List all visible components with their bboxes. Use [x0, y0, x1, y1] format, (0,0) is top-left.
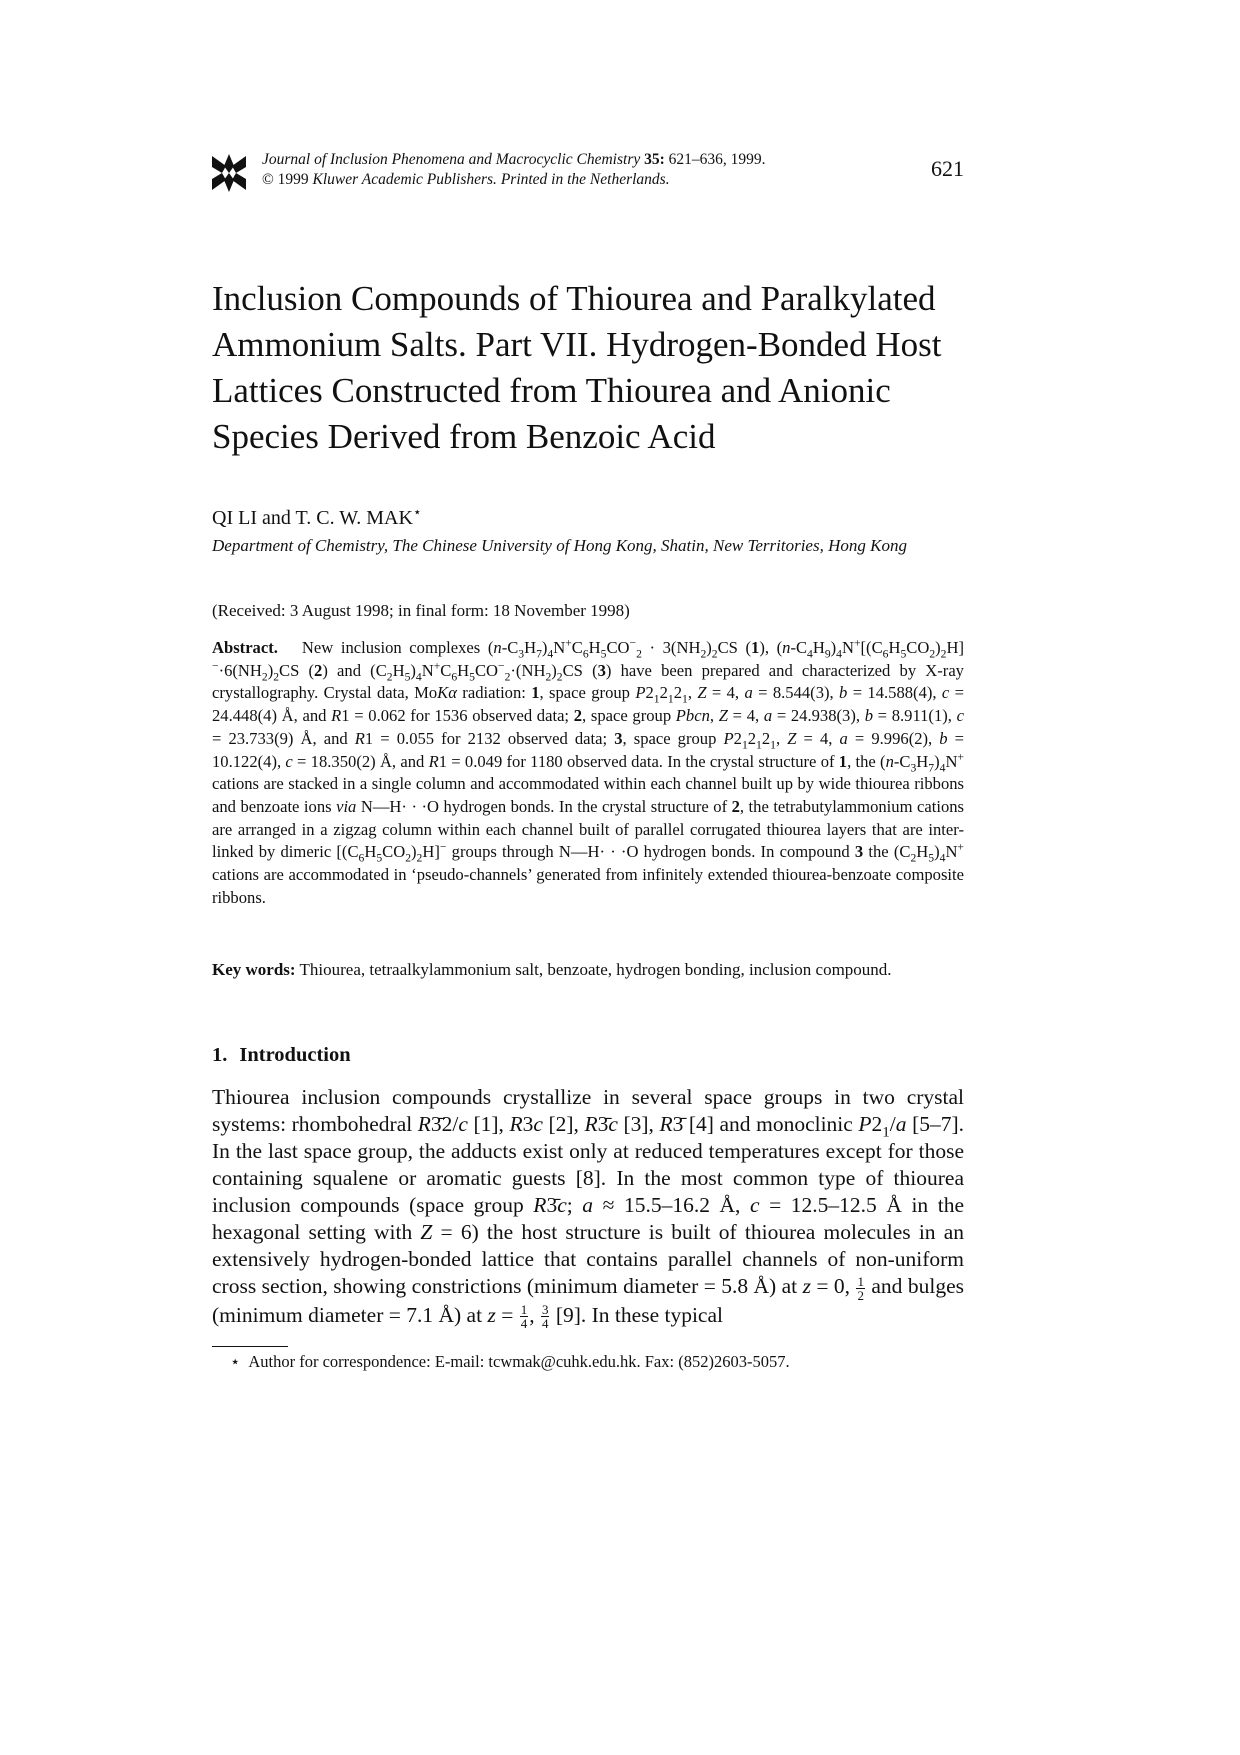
- text-run: groups through N—H· · ·O hydrogen bonds. In compound: [446, 842, 855, 862]
- text-run: 2/: [441, 1112, 459, 1136]
- text-run: CS (: [279, 660, 315, 680]
- text-run: 1: [882, 1124, 890, 1141]
- text-run: 4: [836, 647, 842, 661]
- text-run: H]: [946, 638, 964, 657]
- printed-location: Printed in the Netherlands.: [500, 171, 670, 188]
- text-run: N: [421, 660, 434, 680]
- text-run: ,: [709, 706, 719, 726]
- text-run: ): [267, 660, 274, 680]
- text-run: 9: [824, 647, 831, 661]
- text-run: c: [941, 683, 950, 703]
- text-run: 2: [386, 670, 393, 684]
- received-dates: (Received: 3 August 1998; in final form: 18 November 1998): [212, 601, 630, 620]
- text-run: 5: [404, 670, 411, 684]
- text-run: N: [841, 638, 854, 657]
- text-run: K: [437, 683, 449, 703]
- text-run: radiation:: [456, 683, 532, 703]
- text-run: 3: [854, 842, 864, 862]
- text-run: Z: [697, 683, 707, 703]
- text-run: Z: [420, 1220, 433, 1244]
- text-run: C: [440, 660, 452, 680]
- text-run: N: [945, 842, 958, 862]
- text-run: R: [584, 1112, 598, 1136]
- text-run: a: [744, 683, 753, 703]
- text-run: H: [588, 638, 601, 657]
- paper-title: Inclusion Compounds of Thiourea and Paralkylated Ammonium Salts. Part VII. Hydrogen-Bonded Host Lattices Constructed from Thiourea and Anionic Species Derived from Benzoic Acid: [212, 279, 942, 456]
- text-run: ,: [529, 1302, 540, 1327]
- text-run: Thiourea inclusion compounds crystallize in several space groups in two crystal systems: rhombohedral: [212, 1085, 964, 1136]
- text-run: ) and (C: [322, 660, 387, 680]
- text-run: R: [354, 728, 365, 748]
- text-run: b: [864, 706, 873, 726]
- text-run: n: [782, 638, 791, 657]
- text-run: = 0,: [810, 1274, 856, 1298]
- text-run: +: [853, 636, 861, 650]
- text-run: 2: [910, 851, 917, 865]
- text-run: 3: [518, 647, 525, 661]
- text-run: =: [495, 1302, 519, 1327]
- text-run: [4] and monoclinic: [683, 1112, 859, 1136]
- text-run: 4: [415, 670, 422, 684]
- text-run: cations are stacked in a single column and accommodated within each channel built up by wide thiourea ribbons and benzoate ions: [212, 774, 964, 816]
- text-run: ,: [687, 683, 698, 703]
- text-run: 3̄: [430, 1112, 442, 1136]
- text-run: ): [934, 751, 940, 771]
- text-run: 2: [636, 647, 642, 661]
- text-run: 5: [469, 670, 475, 684]
- text-run: = 4,: [706, 683, 745, 703]
- text-run: 4: [520, 1316, 528, 1332]
- text-run: H: [457, 660, 470, 680]
- text-run: [9]. In these typical: [550, 1302, 723, 1327]
- text-run: 2: [645, 683, 654, 703]
- text-run: −: [439, 840, 447, 854]
- text-run: N: [553, 638, 566, 657]
- text-run: a: [582, 1193, 594, 1217]
- text-run: = 8.911(1),: [872, 706, 957, 726]
- text-run: c: [458, 1112, 468, 1136]
- text-run: +: [957, 840, 964, 854]
- text-run: 2: [871, 1112, 883, 1136]
- section-number: 1.: [212, 1044, 228, 1066]
- author-affiliation: Department of Chemistry, The Chinese University of Hong Kong, Shatin, New Territories, Hong Kong: [212, 536, 907, 555]
- text-run: 1: [741, 738, 748, 752]
- text-run: 2: [940, 647, 947, 661]
- copyright-year: 1999: [277, 171, 309, 188]
- text-run: ): [706, 638, 712, 657]
- text-run: +: [433, 659, 441, 673]
- copyright-symbol: ©: [262, 171, 274, 188]
- text-run: [5–7]. In the last space group, the adducts exist only at reduced temperatures except for those containing squalene or aromatic guests [8]. In the most common type of thiourea inclusion compounds (space group: [212, 1112, 965, 1217]
- text-run: CO: [382, 842, 406, 862]
- text-run: = 6) the host structure is built of thiourea molecules in an extensively hydrogen-bonded lattice that contains parallel channels of non-uniform cross section, showing constrictions (minimum diameter = 5.8 Å) at: [212, 1220, 965, 1298]
- footnote: [230, 1352, 790, 1372]
- text-run: 2: [416, 851, 423, 865]
- text-run: 2: [261, 670, 268, 684]
- text-run: = 23.733(9) Å, and: [212, 728, 355, 748]
- text-run: = 14.588(4),: [847, 683, 942, 703]
- text-run: 1 = 0.049 for 1180 observed data. In the crystal structure of: [438, 751, 839, 771]
- text-run: 3: [522, 1112, 534, 1136]
- text-run: -C: [790, 638, 808, 657]
- text-run: R: [509, 1112, 523, 1136]
- text-run: CS (: [562, 660, 598, 680]
- text-run: ): [410, 660, 416, 680]
- text-run: and bulges (minimum diameter = 7.1 Å) at: [212, 1274, 964, 1327]
- abstract-label: Abstract.: [212, 638, 278, 657]
- compound-3-ref: 3: [597, 660, 606, 680]
- text-run: 5: [600, 647, 607, 661]
- text-run: 2: [857, 1287, 864, 1303]
- abstract: [212, 637, 964, 909]
- text-run: ): [411, 842, 417, 862]
- text-run: N: [945, 751, 958, 771]
- text-run: /: [889, 1112, 896, 1136]
- text-run: 4: [541, 1316, 549, 1332]
- text-run: 4: [939, 851, 946, 865]
- footnote-text: Author for correspondence: E-mail: tcwmak@cuhk.edu.hk. Fax: (852)2603-5057.: [248, 1352, 790, 1371]
- text-run: c: [608, 1112, 618, 1136]
- journal-name: Journal of Inclusion Phenomena and Macrocyclic Chemistry: [262, 151, 641, 168]
- journal-header: [212, 150, 964, 194]
- section-title: Introduction: [239, 1044, 351, 1066]
- text-run: 3̄: [597, 1112, 609, 1136]
- text-run: New inclusion complexes (: [301, 638, 494, 657]
- text-run: 1 = 0.055 for 2132 observed data;: [364, 728, 615, 748]
- text-run: 3: [614, 728, 623, 748]
- text-run: 2: [556, 670, 563, 684]
- text-run: -C: [501, 638, 519, 657]
- text-run: 3: [541, 1302, 549, 1318]
- compound-2-ref: 2: [314, 660, 323, 680]
- text-run: P: [858, 1112, 872, 1136]
- text-run: 3̄: [672, 1112, 684, 1136]
- text-run: 2: [700, 647, 707, 661]
- text-run: [(C: [860, 638, 883, 657]
- text-run: −: [498, 659, 505, 673]
- text-run: c: [533, 1112, 543, 1136]
- text-run: 7: [928, 760, 935, 774]
- text-run: 2: [659, 683, 668, 703]
- text-run: n: [885, 751, 894, 771]
- text-run: P: [635, 683, 646, 703]
- section-heading: [212, 1044, 351, 1067]
- text-run: N—H· · ·O hydrogen bonds. In the crystal structure of: [356, 796, 732, 816]
- text-run: 7: [536, 647, 542, 661]
- text-run: 6: [358, 851, 365, 865]
- text-run: = 9.996(2),: [847, 728, 940, 748]
- text-run: 1: [667, 692, 674, 706]
- text-run: 2: [747, 728, 757, 748]
- text-run: ): [541, 638, 548, 657]
- text-run: 2: [405, 851, 412, 865]
- text-run: ): [934, 842, 940, 862]
- text-run: H: [524, 638, 537, 657]
- text-run: c: [285, 751, 293, 771]
- text-run: [1],: [467, 1112, 510, 1136]
- text-run: z: [487, 1302, 496, 1327]
- text-run: 3̄: [546, 1193, 558, 1217]
- text-run: ;: [566, 1193, 583, 1217]
- text-run: Pbcn: [675, 706, 710, 726]
- text-run: R: [428, 751, 439, 771]
- journal-pages-year: 621–636, 1999.: [668, 151, 766, 168]
- text-run: = 12.5–12.5 Å in the hexagonal setting with: [212, 1193, 965, 1244]
- compound-1-ref: 1: [751, 638, 760, 657]
- text-run: Z: [787, 728, 797, 748]
- text-run: Z: [718, 706, 728, 726]
- text-run: cations are accommodated in ‘pseudo-channels’ generated from infinitely extended thiourea-benzoate composite ribbons.: [212, 865, 964, 907]
- text-run: c: [557, 1193, 567, 1217]
- text-run: ,: [775, 728, 788, 748]
- text-run: 1: [653, 692, 660, 706]
- footnote-divider: [212, 1346, 288, 1347]
- text-run: 1 = 0.062 for 1536 observed data;: [341, 706, 574, 726]
- text-run: +: [957, 749, 964, 763]
- text-run: a: [839, 728, 848, 748]
- text-run: 6: [582, 647, 589, 661]
- text-run: 6: [451, 670, 458, 684]
- text-run: 1: [682, 692, 688, 706]
- text-run: 5: [900, 647, 907, 661]
- text-run: 2: [761, 728, 771, 748]
- text-run: ·(NH: [510, 660, 546, 680]
- text-run: H: [916, 751, 929, 771]
- text-run: -C: [893, 751, 911, 771]
- text-run: 4: [547, 647, 554, 661]
- text-run: the (C: [863, 842, 911, 862]
- text-run: P: [723, 728, 734, 748]
- text-run: , the (: [847, 751, 886, 771]
- text-run: H: [812, 638, 825, 657]
- text-run: 4: [939, 760, 946, 774]
- text-run: ), (: [759, 638, 783, 657]
- text-run: 1: [531, 683, 540, 703]
- keywords-text: Thiourea, tetraalkylammonium salt, benzoate, hydrogen bonding, inclusion compound.: [299, 960, 892, 979]
- text-run: 2: [673, 683, 682, 703]
- text-run: CO: [474, 660, 499, 680]
- text-run: , the tetrabutylammonium cations are arranged in a zigzag column within each channel built of parallel corrugated thiourea layers that are inter-linked by dimeric [(C: [212, 796, 964, 862]
- text-run: ): [935, 638, 941, 657]
- page-number: 621: [931, 156, 964, 181]
- text-run: = 4,: [727, 706, 764, 726]
- text-run: R: [659, 1112, 673, 1136]
- text-run: = 10.122(4),: [212, 728, 965, 771]
- text-run: 2: [504, 670, 511, 684]
- text-run: [2],: [542, 1112, 585, 1136]
- text-run: a: [763, 706, 773, 726]
- text-run: b: [839, 683, 848, 703]
- text-run: = 24.938(3),: [772, 706, 865, 726]
- keywords-label: Key words:: [212, 960, 296, 979]
- text-run: [3],: [617, 1112, 660, 1136]
- text-run: 2: [273, 670, 280, 684]
- text-run: 2: [731, 796, 740, 816]
- text-run: , space group: [622, 728, 724, 748]
- introduction-paragraph: [212, 1084, 964, 1330]
- text-run: 2: [573, 706, 583, 726]
- author-line: [212, 507, 422, 530]
- text-run: 1: [756, 738, 762, 752]
- text-run: = 24.448(4) Å, and: [212, 683, 964, 726]
- text-run: −: [212, 659, 219, 673]
- fraction-one-quarter: [520, 1303, 529, 1330]
- text-run: 5: [376, 851, 383, 865]
- author-footnote-mark: ⋆: [412, 505, 422, 521]
- text-run: = 8.544(3),: [752, 683, 840, 703]
- text-run: ): [551, 660, 557, 680]
- text-run: ·6(NH: [218, 660, 262, 680]
- text-run: 1: [857, 1273, 864, 1289]
- footnote-mark: ⋆: [230, 1352, 241, 1371]
- text-run: 4: [807, 647, 813, 661]
- text-run: , space group: [539, 683, 636, 703]
- text-run: 1: [770, 738, 776, 752]
- text-run: via: [336, 796, 357, 816]
- text-run: CS (: [717, 638, 752, 657]
- text-run: 2: [711, 647, 718, 661]
- text-run: H: [888, 638, 901, 657]
- text-run: 2: [929, 647, 936, 661]
- keywords: [212, 960, 964, 980]
- text-run: +: [565, 636, 572, 650]
- text-run: = 18.350(2) Å, and: [292, 751, 429, 771]
- journal-citation: [262, 150, 766, 190]
- text-run: ≈ 15.5–16.2 Å,: [593, 1193, 750, 1217]
- text-run: CO: [606, 638, 630, 657]
- text-run: 1: [838, 751, 848, 771]
- kluwer-publisher-logo-icon: [212, 154, 246, 192]
- text-run: H]: [422, 842, 440, 862]
- fraction-three-quarters: [541, 1303, 550, 1330]
- text-run: R: [417, 1112, 431, 1136]
- text-run: c: [956, 706, 964, 726]
- text-run: ) have been prepared and characterized by X-ray crystallography. Crystal data, Mo: [212, 660, 964, 703]
- text-run: α: [448, 683, 457, 703]
- text-run: = 4,: [796, 728, 840, 748]
- text-run: H: [364, 842, 377, 862]
- text-run: 6: [882, 647, 889, 661]
- text-run: z: [802, 1274, 811, 1298]
- text-run: CO: [906, 638, 930, 657]
- text-run: H: [916, 842, 929, 862]
- text-run: a: [895, 1112, 907, 1136]
- text-run: 2: [733, 728, 742, 748]
- publisher-name: Kluwer Academic Publishers.: [312, 171, 497, 188]
- author-names: QI LI and T. C. W. MAK: [212, 507, 413, 529]
- text-run: b: [939, 728, 948, 748]
- text-run: c: [750, 1193, 760, 1217]
- text-run: R: [331, 706, 342, 726]
- text-run: C: [571, 638, 583, 657]
- text-run: R: [533, 1193, 547, 1217]
- text-run: 5: [928, 851, 935, 865]
- text-run: 1: [520, 1302, 528, 1318]
- text-run: n: [493, 638, 502, 657]
- text-run: −: [629, 636, 637, 650]
- text-run: · 3(NH: [641, 638, 701, 657]
- text-run: H: [392, 660, 405, 680]
- text-run: ): [830, 638, 837, 657]
- fraction-one-half: [856, 1275, 865, 1302]
- text-run: , space group: [582, 706, 676, 726]
- text-run: 3: [910, 760, 917, 774]
- text-run: 2: [545, 670, 552, 684]
- journal-volume: 35:: [644, 151, 665, 168]
